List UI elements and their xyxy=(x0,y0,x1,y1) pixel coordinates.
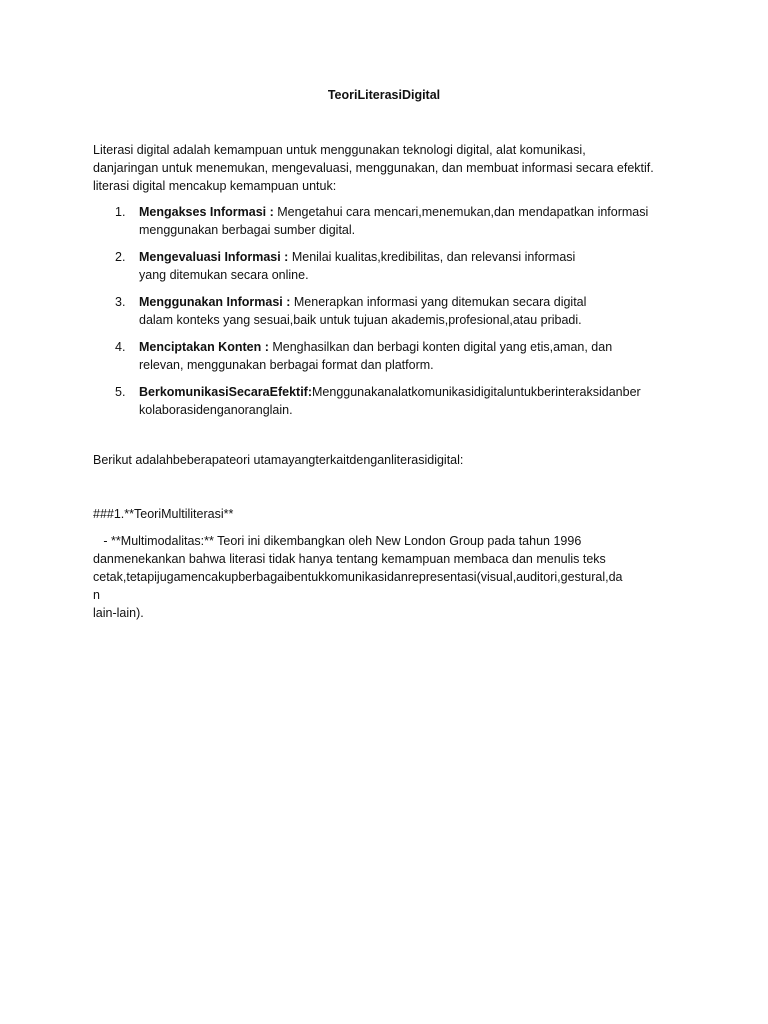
list-item xyxy=(93,338,693,374)
list-number: 1. xyxy=(115,205,126,219)
list-text-continued: relevan, menggunakan berbagai format dan platform. xyxy=(139,358,434,372)
list-term: Mengevaluasi Informasi : xyxy=(139,250,289,264)
list-number: 4. xyxy=(115,340,126,354)
intro-line: literasi digital mencakup kemampuan untuk: xyxy=(93,179,337,193)
paragraph-line: n xyxy=(93,588,100,602)
list-number: 5. xyxy=(115,385,126,399)
list-text-continued: menggunakan berbagai sumber digital. xyxy=(139,223,356,237)
list-text-continued: dalam konteks yang sesuai,baik untuk tujuan akademis,profesional,atau pribadi. xyxy=(139,313,582,327)
paragraph-line: - **Multimodalitas:** Teori ini dikembangkan oleh New London Group pada tahun 1996 xyxy=(93,534,582,548)
section-heading: ###1.**TeoriMultiliterasi** xyxy=(93,507,234,521)
paragraph-line: lain-lain). xyxy=(93,606,144,620)
list-item xyxy=(93,248,693,284)
document-title: TeoriLiterasiDigital xyxy=(327,88,441,102)
list-term: Menggunakan Informasi : xyxy=(139,295,291,309)
list-number: 3. xyxy=(115,295,126,309)
paragraph-line: cetak,tetapijugamencakupberbagaibentukkomunikasidanrepresentasi(visual,auditori,gestural,da xyxy=(93,570,623,584)
list-item xyxy=(93,383,693,419)
list-term: BerkomunikasiSecaraEfektif: xyxy=(139,385,312,399)
skills-list xyxy=(93,203,693,428)
section-intro: Berikut adalahbeberapateori utamayangterkaitdenganliterasidigital: xyxy=(93,453,464,467)
list-text-continued: kolaborasidenganoranglain. xyxy=(139,403,293,417)
list-text: Menghasilkan dan berbagi konten digital yang etis,aman, dan xyxy=(268,340,613,354)
body-paragraph xyxy=(93,532,693,622)
list-term: Mengakses Informasi : xyxy=(139,205,274,219)
list-text-continued: yang ditemukan secara online. xyxy=(139,268,309,282)
list-text: Menilai kualitas,kredibilitas, dan relevansi informasi xyxy=(288,250,576,264)
list-text: Menggunakanalatkomunikasidigitaluntukberinteraksidanber xyxy=(312,385,641,399)
list-item xyxy=(93,293,693,329)
list-number: 2. xyxy=(115,250,126,264)
list-item xyxy=(93,203,693,239)
paragraph-line: danmenekankan bahwa literasi tidak hanya tentang kemampuan membaca dan menulis teks xyxy=(93,552,606,566)
intro-line: danjaringan untuk menemukan, mengevaluasi, menggunakan, dan membuat informasi secara efektif. xyxy=(93,161,654,175)
list-text: Mengetahui cara mencari,menemukan,dan mendapatkan informasi xyxy=(273,205,649,219)
intro-line: Literasi digital adalah kemampuan untuk menggunakan teknologi digital, alat komunikasi, xyxy=(93,143,586,157)
intro-paragraph xyxy=(93,141,693,195)
list-term: Menciptakan Konten : xyxy=(139,340,269,354)
list-text: Menerapkan informasi yang ditemukan secara digital xyxy=(290,295,587,309)
